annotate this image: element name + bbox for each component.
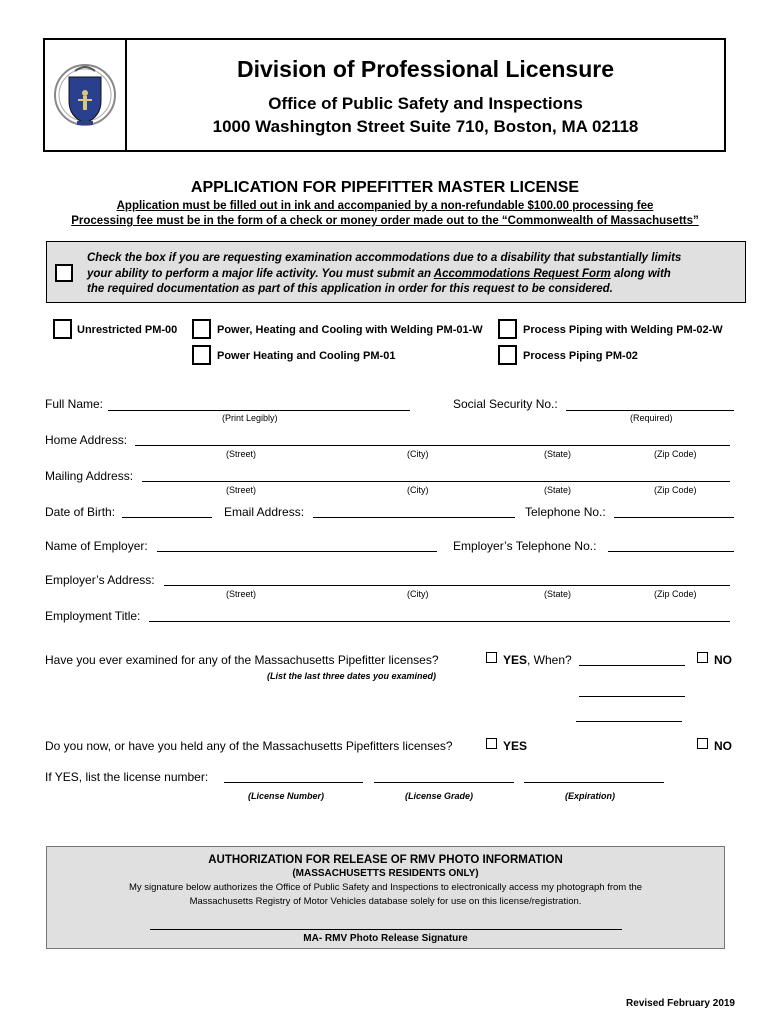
- license-grade-field[interactable]: [374, 782, 514, 783]
- employer-label: Name of Employer:: [45, 539, 148, 553]
- office-subtitle: Office of Public Safety and Inspections: [268, 94, 583, 113]
- option-pm00-label: Unrestricted PM-00: [77, 324, 178, 336]
- option-pm01-label: Power Heating and Cooling PM-01: [217, 350, 396, 362]
- exam-yes-checkbox[interactable]: [486, 652, 497, 663]
- accommodations-line-2: your ability to perform a major life activity. You must submit an Accommodations Request Form along with: [87, 267, 671, 280]
- home-zip-hint: (Zip Code): [654, 449, 697, 459]
- rmv-body-line-1: My signature below authorizes the Office of Public Safety and Inspections to electronically access my photograph from the: [128, 882, 643, 893]
- exam-date-2-field[interactable]: [579, 696, 685, 697]
- mailing-street-hint: (Street): [226, 485, 257, 495]
- rmv-signature-label: MA- RMV Photo Release Signature: [303, 933, 468, 944]
- held-no-label: NO: [714, 739, 732, 753]
- employer-city-hint: (City): [407, 589, 429, 599]
- home-address-field[interactable]: [135, 445, 730, 446]
- employer-address-field[interactable]: [164, 585, 730, 586]
- accommodations-checkbox[interactable]: [55, 264, 73, 282]
- exam-no-label: NO: [714, 653, 732, 667]
- license-number-field[interactable]: [224, 782, 363, 783]
- mailing-state-hint: (State): [544, 485, 572, 495]
- full-name-label: Full Name:: [45, 397, 104, 411]
- employer-street-hint: (Street): [226, 589, 257, 599]
- email-label: Email Address:: [224, 505, 305, 519]
- exam-yes-label: YES, When?: [503, 653, 572, 667]
- license-expiration-hint: (Expiration): [565, 791, 616, 801]
- office-address: 1000 Washington Street Suite 710, Boston, MA 02118: [212, 117, 639, 136]
- email-field[interactable]: [313, 517, 515, 518]
- accommodations-line-1: Check the box if you are requesting examination accommodations due to a disability that substantially limits: [87, 252, 682, 264]
- held-no-checkbox[interactable]: [697, 738, 708, 749]
- employer-address-label: Employer’s Address:: [45, 573, 155, 587]
- option-pm01-checkbox[interactable]: [192, 345, 211, 365]
- held-yes-checkbox[interactable]: [486, 738, 497, 749]
- option-pm02w-label: Process Piping with Welding PM-02-W: [523, 324, 723, 336]
- exam-no-checkbox[interactable]: [697, 652, 708, 663]
- accommodations-text: [87, 251, 681, 298]
- accommodations-form-link[interactable]: Accommodations Request Form: [433, 267, 611, 280]
- accommodations-panel: [46, 241, 746, 303]
- option-pm02w-checkbox[interactable]: [498, 319, 517, 339]
- dob-label: Date of Birth:: [45, 505, 116, 519]
- mailing-address-field[interactable]: [142, 481, 730, 482]
- mailing-zip-hint: (Zip Code): [654, 485, 697, 495]
- exam-date-1-field[interactable]: [579, 665, 685, 666]
- employer-phone-field[interactable]: [608, 551, 734, 552]
- rmv-signature-field[interactable]: [150, 929, 622, 930]
- held-yes-label: YES: [503, 739, 528, 753]
- license-grade-hint: (License Grade): [405, 791, 474, 801]
- fee-notice: Application must be filled out in ink and accompanied by a non-refundable $100.00 processing fee: [116, 200, 654, 212]
- license-expiration-field[interactable]: [524, 782, 664, 783]
- massachusetts-seal-icon: [53, 55, 117, 135]
- header-box: [43, 38, 726, 152]
- employer-phone-label: Employer’s Telephone No.:: [453, 539, 597, 553]
- ssn-required-hint: (Required): [630, 413, 673, 423]
- option-pm00-checkbox[interactable]: [53, 319, 72, 339]
- exam-dates-hint: (List the last three dates you examined): [267, 671, 437, 681]
- rmv-authorization-panel: [46, 846, 725, 949]
- rmv-body-line-2: Massachusetts Registry of Motor Vehicles database solely for use on this license/registration.: [189, 896, 582, 907]
- ssn-label: Social Security No.:: [453, 397, 558, 411]
- home-city-hint: (City): [407, 449, 429, 459]
- dob-field[interactable]: [122, 517, 212, 518]
- form-title: APPLICATION FOR PIPEFITTER MASTER LICENSE: [190, 179, 580, 196]
- exam-date-3-field[interactable]: [576, 721, 682, 722]
- employer-field[interactable]: [157, 551, 437, 552]
- ssn-field[interactable]: [566, 410, 734, 411]
- employer-zip-hint: (Zip Code): [654, 589, 697, 599]
- rmv-subtitle: (MASSACHUSETTS RESIDENTS ONLY): [292, 868, 479, 879]
- rmv-title: AUTHORIZATION FOR RELEASE OF RMV PHOTO INFORMATION: [208, 854, 563, 866]
- accommodations-line-3: the required documentation as part of this application in order for this request to be considered.: [87, 283, 613, 295]
- exam-history-question: Have you ever examined for any of the Massachusetts Pipefitter licenses?: [45, 653, 439, 667]
- employment-title-field[interactable]: [149, 621, 730, 622]
- employment-title-label: Employment Title:: [45, 609, 141, 623]
- license-number-prompt: If YES, list the license number:: [45, 770, 209, 784]
- option-pm01w-label: Power, Heating and Cooling with Welding PM-01-W: [217, 324, 483, 336]
- payment-notice: Processing fee must be in the form of a check or money order made out to the “Commonwealth of Massachusetts”: [71, 215, 699, 227]
- home-address-label: Home Address:: [45, 433, 128, 447]
- home-state-hint: (State): [544, 449, 572, 459]
- option-pm01w-checkbox[interactable]: [192, 319, 211, 339]
- option-pm02-label: Process Piping PM-02: [523, 350, 638, 362]
- telephone-label: Telephone No.:: [525, 505, 606, 519]
- option-pm02-checkbox[interactable]: [498, 345, 517, 365]
- license-held-question: Do you now, or have you held any of the Massachusetts Pipefitters licenses?: [45, 739, 453, 753]
- employer-state-hint: (State): [544, 589, 572, 599]
- full-name-field[interactable]: [108, 410, 410, 411]
- mailing-address-label: Mailing Address:: [45, 469, 134, 483]
- agency-title: Division of Professional Licensure: [236, 56, 615, 82]
- license-number-hint: (License Number): [248, 791, 325, 801]
- seal-panel: [45, 40, 127, 150]
- home-street-hint: (Street): [226, 449, 257, 459]
- print-legibly-hint: (Print Legibly): [222, 413, 278, 423]
- telephone-field[interactable]: [614, 517, 734, 518]
- revised-date: Revised February 2019: [626, 998, 735, 1009]
- mailing-city-hint: (City): [407, 485, 429, 495]
